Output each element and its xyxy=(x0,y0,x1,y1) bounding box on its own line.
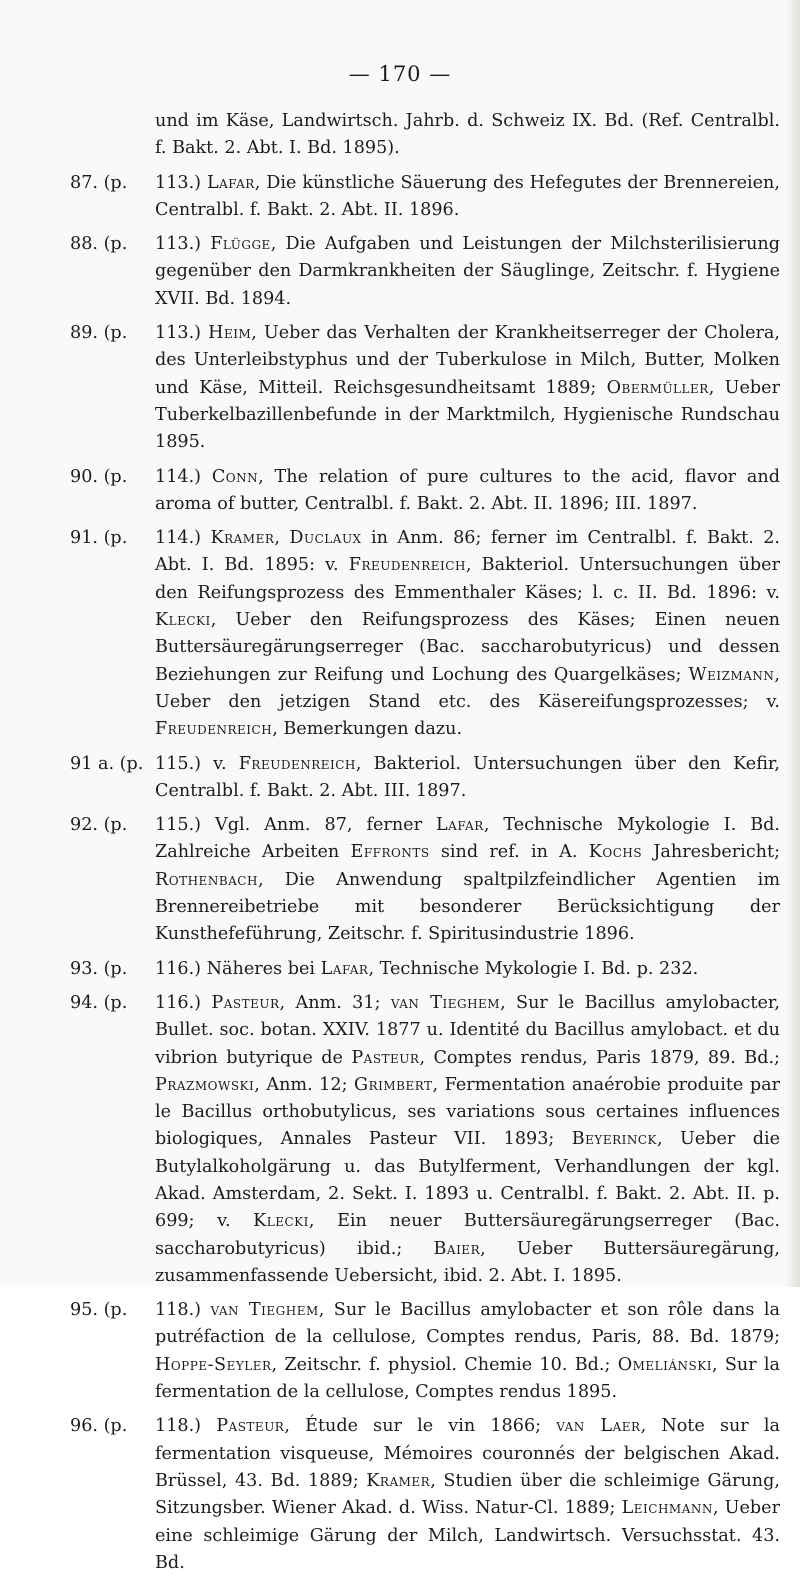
reference-text: , Die Aufgaben und Leistungen der Milchsterilisierung gegenüber den Darmkrankheiten der Säuglinge, Zeitschr. f. Hygiene XVII. Bd. 1894. xyxy=(155,234,780,309)
reference-number: 95. (p. xyxy=(70,1300,128,1321)
author-name: Lafar xyxy=(206,172,255,193)
author-name: Duclaux xyxy=(289,528,362,549)
reference-text: Jahresbericht; xyxy=(642,842,780,863)
reference-entry xyxy=(70,956,780,983)
author-name: Grimbert xyxy=(354,1074,433,1095)
reference-entry xyxy=(70,1297,780,1406)
reference-number: 90. (p. xyxy=(70,466,128,487)
reference-entry xyxy=(70,525,780,743)
reference-text: 116.) Näheres bei xyxy=(155,958,321,979)
author-name: Lafar xyxy=(320,958,369,979)
author-name: Kramer xyxy=(366,1470,431,1491)
reference-text: , Ueber eine schleimige Gärung der Milch, Landwirtsch. Versuchsstat. 43. Bd. xyxy=(155,1498,780,1573)
reference-text: , Technische Mykologie I. Bd. Zahlreiche Arbeiten xyxy=(155,815,780,863)
reference-text: , Ein neuer Buttersäuregärungserreger (Bac. saccharobutyricus) ibid.; xyxy=(155,1211,780,1259)
reference-number: 91 a. (p. xyxy=(70,753,144,774)
reference-text: , Étude sur le vin 1866; xyxy=(284,1416,557,1437)
reference-text: , Note sur la fermentation visqueuse, Mémoires couronnés der belgischen Akad. Brüssel, 43. Bd. 1889; xyxy=(155,1416,780,1491)
author-name: Weizmann xyxy=(688,664,775,685)
reference-text: 115.) v. xyxy=(155,753,239,774)
reference-text: , xyxy=(274,528,290,549)
reference-entry xyxy=(70,231,780,313)
reference-text: sind ref. in A. xyxy=(429,842,589,863)
reference-text: 115.) Vgl. Anm. 87, ferner xyxy=(155,815,436,836)
author-name: Kramer xyxy=(210,528,275,549)
reference-entry xyxy=(70,751,780,806)
author-name: Beyerinck xyxy=(571,1129,658,1150)
reference-entry xyxy=(70,1413,780,1577)
reference-text: 114.) xyxy=(155,528,211,549)
author-name: Freudenreich xyxy=(155,719,273,740)
reference-text: , Comptes rendus, Paris 1879, 89. Bd.; xyxy=(419,1047,780,1068)
author-name: Pasteur xyxy=(351,1047,420,1068)
reference-number: 93. (p. xyxy=(70,958,128,979)
author-name: Klecki xyxy=(155,610,211,631)
reference-text: , Ueber den Reifungsprozess des Käses; Einen neuen Buttersäuregärungserreger (Bac. saccharobutyricus) und dessen Beziehungen zur Reifung und Lochung des Quargelkäses; xyxy=(155,610,780,685)
reference-text: , Fermentation anaérobie produite par le Bacillus orthobutylicus, ses variations sous certaines influences biologiques, Annales Pasteur VII. 1893; xyxy=(155,1074,780,1150)
reference-text: , Technische Mykologie I. Bd. p. 232. xyxy=(368,958,699,979)
reference-text: in Anm. 86; ferner im Centralbl. f. Bakt. 2. Abt. I. Bd. 1895: v. xyxy=(155,528,780,576)
author-name: van Laer xyxy=(556,1416,641,1437)
reference-number: 96. (p. xyxy=(70,1416,128,1437)
reference-text: 113.) xyxy=(155,172,207,193)
reference-text: , Anm. 31; xyxy=(279,992,391,1013)
reference-entry xyxy=(70,108,780,163)
reference-text: 113.) xyxy=(155,234,211,255)
author-name: Freudenreich xyxy=(348,555,466,576)
author-name: Heim xyxy=(208,323,252,344)
author-name: Pasteur xyxy=(216,1416,285,1437)
author-name: van Tieghem xyxy=(210,1300,319,1321)
reference-entry xyxy=(70,990,780,1290)
reference-text: , Die künstliche Säuerung des Hefegutes der Brennereien, Centralbl. f. Bakt. 2. Abt. II. 1896. xyxy=(155,172,780,220)
author-name: Omeliánski xyxy=(617,1354,712,1375)
reference-text: , Sur le Bacillus amylobacter et son rôle dans la putréfaction de la cellulose, Comptes rendus, Paris, 88. Bd. 1879; xyxy=(155,1300,780,1348)
reference-text: , Bemerkungen dazu. xyxy=(272,719,463,740)
reference-entry xyxy=(70,812,780,948)
author-name: Flügge xyxy=(210,234,271,255)
reference-entry xyxy=(70,320,780,456)
reference-text: , Bakteriol. Untersuchungen über den Kefir, Centralbl. f. Bakt. 2. Abt. III. 1897. xyxy=(155,753,780,801)
reference-text: , Die Anwendung spaltpilzfeindlicher Agentien im Brennereibetriebe mit besonderer Berücksichtigung der Kunsthefeführung, Zeitschr. f. Spiritusindustrie 1896. xyxy=(155,869,780,945)
reference-text: , Sur la fermentation de la cellulose, Comptes rendus 1895. xyxy=(155,1354,780,1403)
reference-text: und im Käse, Landwirtsch. Jahrb. d. Schweiz IX. Bd. (Ref. Centralbl. f. Bakt. 2. Abt. I. Bd. 1895). xyxy=(155,111,780,159)
reference-text: , Ueber Buttersäuregärung, zusammenfassende Uebersicht, ibid. 2. Abt. I. 1895. xyxy=(155,1238,780,1286)
reference-text: , Ueber die Butylalkoholgärung u. das Butylferment, Verhandlungen der kgl. Akad. Amsterdam, 2. Sekt. I. 1893 u. Centralbl. f. Bakt. 2. Abt. II. p. 699; v. xyxy=(155,1129,781,1232)
reference-text: 114.) xyxy=(155,466,212,487)
author-name: Lafar xyxy=(435,815,484,836)
reference-text: 113.) xyxy=(155,323,209,344)
author-name: Klecki xyxy=(253,1211,309,1232)
author-name: van Tieghem xyxy=(390,992,501,1013)
author-name: Hoppe-Seyler xyxy=(155,1354,272,1375)
author-name: Rothenbach xyxy=(155,869,258,890)
reference-text: , Bakteriol. Untersuchungen über den Reifungsprozess des Emmenthaler Käses; l. c. II. Bd. 1896: v. xyxy=(155,555,780,603)
reference-text: 118.) xyxy=(155,1416,217,1437)
author-name: Baier xyxy=(433,1238,481,1259)
reference-text: 116.) xyxy=(155,992,212,1013)
author-name: Freudenreich xyxy=(238,753,356,774)
author-name: Prazmowski xyxy=(155,1074,255,1095)
references-list xyxy=(70,108,780,1584)
author-name: Conn xyxy=(211,466,259,487)
reference-text: , Ueber Tuberkelbazillenbefunde in der Marktmilch, Hygienische Rundschau 1895. xyxy=(155,377,781,453)
author-name: Effronts xyxy=(350,842,430,863)
reference-number: 88. (p. xyxy=(70,234,128,255)
reference-text: , Studien über die schleimige Gärung, Sitzungsber. Wiener Akad. d. Wiss. Natur-Cl. 1889; xyxy=(155,1470,780,1519)
author-name: Leichmann xyxy=(621,1498,713,1519)
author-name: Obermüller xyxy=(606,377,709,398)
reference-text: , Ueber das Verhalten der Krankheitserreger der Cholera, des Unterleibstyphus und der Tuberkulose in Milch, Butter, Molken und Käse, Mitteil. Reichsgesundheitsamt 1889; xyxy=(155,323,780,398)
reference-text: , Zeitschr. f. physiol. Chemie 10. Bd.; xyxy=(271,1354,618,1375)
reference-text: 118.) xyxy=(155,1300,211,1321)
reference-number: 89. (p. xyxy=(70,323,128,344)
reference-number: 94. (p. xyxy=(70,992,128,1013)
reference-text: , Ueber den jetzigen Stand etc. des Käsereifungsprozesses; v. xyxy=(155,664,780,712)
reference-text: , Sur le Bacillus amylobacter, Bullet. soc. botan. XXIV. 1877 u. Identité du Bacillus amylobact. et du vibrion butyrique de xyxy=(155,992,780,1068)
page-edge-shadow xyxy=(786,0,800,1287)
reference-entry xyxy=(70,464,780,519)
author-name: Pasteur xyxy=(211,992,280,1013)
author-name: Kochs xyxy=(588,842,643,863)
reference-text: , Anm. 12; xyxy=(254,1074,355,1095)
reference-text: , The relation of pure cultures to the acid, flavor and aroma of butter, Centralbl. f. Bakt. 2. Abt. II. 1896; III. 1897. xyxy=(155,466,780,514)
reference-number: 92. (p. xyxy=(70,815,128,836)
reference-number: 91. (p. xyxy=(70,528,128,549)
reference-number: 87. (p. xyxy=(70,172,128,193)
page-number: — 170 — xyxy=(348,62,452,86)
reference-entry xyxy=(70,170,780,225)
